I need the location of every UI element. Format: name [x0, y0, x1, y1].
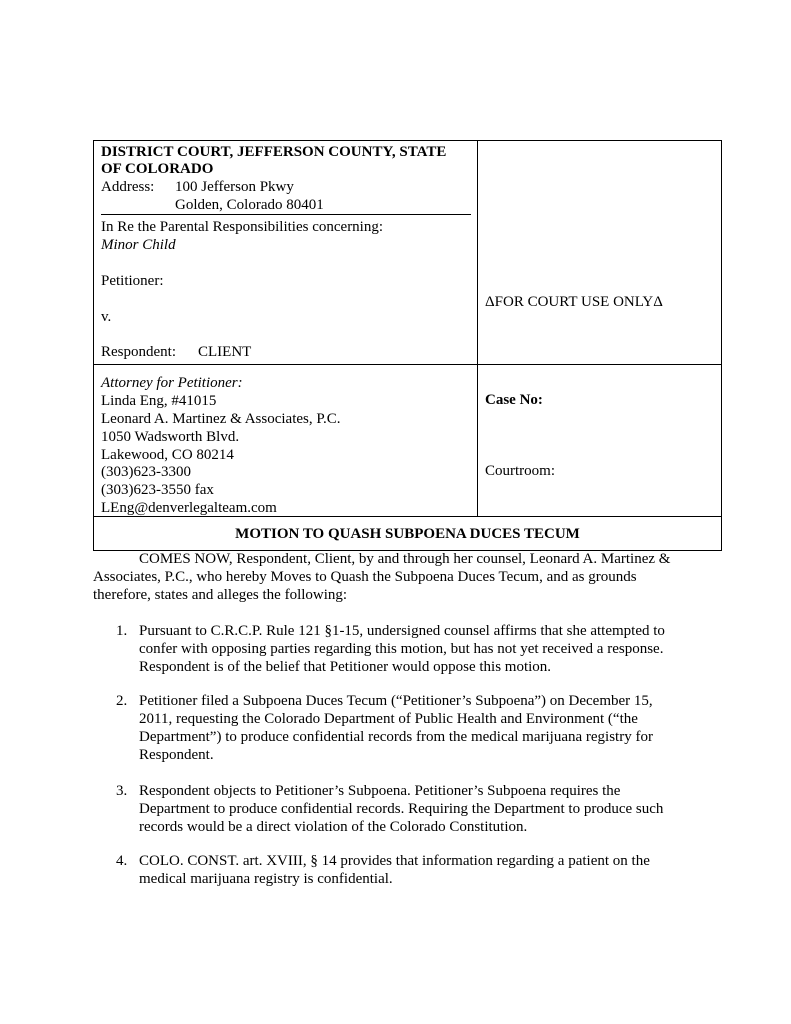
address-label: Address: — [101, 179, 155, 195]
document-title: MOTION TO QUASH SUBPOENA DUCES TECUM — [235, 525, 580, 542]
court-use-cell — [478, 141, 721, 364]
case-no-label: Case No: — [485, 392, 543, 408]
intro-line: therefore, states and alleges the following: — [93, 587, 348, 603]
list-line: Respondent is of the belief that Petitioner would oppose this motion. — [139, 659, 552, 675]
in-re-text: In Re the Parental Responsibilities concerning: — [101, 219, 384, 235]
caption-top-row — [94, 141, 721, 365]
list-line: confer with opposing parties regarding this motion, but has not yet received a response. — [139, 641, 664, 657]
court-name-line2: OF COLORADO — [101, 161, 214, 177]
minor-child: Minor Child — [101, 237, 176, 253]
respondent-label: Respondent: — [101, 344, 176, 360]
caption-table — [93, 140, 722, 551]
numbered-list-item — [93, 782, 705, 836]
intro-line: COMES NOW, Respondent, Client, by and through her counsel, Leonard A. Martinez & — [139, 551, 671, 567]
list-number: 1. — [116, 623, 128, 639]
list-line: records would be a direct violation of the Colorado Constitution. — [139, 819, 528, 835]
courtroom-label: Courtroom: — [485, 463, 555, 479]
address-line1: 100 Jefferson Pkwy — [175, 179, 294, 195]
list-item — [93, 782, 705, 836]
list-line: medical marijuana registry is confidential. — [139, 871, 393, 887]
intro-paragraph — [93, 550, 705, 604]
list-line: Department”) to produce confidential records from the medical marijuana registry for — [139, 729, 653, 745]
attorney-cell — [94, 365, 478, 516]
caption-middle-row — [94, 365, 721, 517]
address-line2: Golden, Colorado 80401 — [175, 197, 324, 213]
case-info-cell — [478, 365, 721, 516]
numbered-list-item — [93, 692, 705, 764]
list-line: 2011, requesting the Colorado Department of Public Health and Environment (“the — [139, 711, 638, 727]
attorney-heading: Attorney for Petitioner: — [101, 375, 243, 391]
list-item — [93, 622, 705, 676]
attorney-street: 1050 Wadsworth Blvd. — [101, 429, 240, 445]
attorney-fax: (303)623-3550 fax — [101, 482, 214, 498]
list-line: Respondent. — [139, 747, 214, 763]
address-divider — [101, 214, 471, 215]
versus: v. — [101, 309, 112, 325]
petitioner-label: Petitioner: — [101, 273, 164, 289]
list-line: Department to produce confidential records. Requiring the Department to produce such — [139, 801, 664, 817]
respondent-name: CLIENT — [198, 344, 252, 360]
list-line: Respondent objects to Petitioner’s Subpoena. Petitioner’s Subpoena requires the — [139, 783, 621, 799]
attorney-phone: (303)623-3300 — [101, 464, 191, 480]
attorney-email: LEng@denverlegalteam.com — [101, 500, 277, 516]
caption-title-row — [94, 517, 721, 550]
list-line: COLO. CONST. art. XVIII, § 14 provides that information regarding a patient on the — [139, 853, 650, 869]
court-name-line1: DISTRICT COURT, JEFFERSON COUNTY, STATE — [101, 144, 447, 160]
attorney-name: Linda Eng, #41015 — [101, 393, 217, 409]
court-use-only: ΔFOR COURT USE ONLYΔ — [485, 294, 663, 310]
numbered-list-item — [93, 852, 705, 888]
attorney-city: Lakewood, CO 80214 — [101, 447, 234, 463]
list-number: 4. — [116, 853, 128, 869]
list-line: Pursuant to C.R.C.P. Rule 121 §1-15, undersigned counsel affirms that she attempted to — [139, 623, 665, 639]
list-item — [93, 692, 705, 764]
list-number: 3. — [116, 783, 128, 799]
list-number: 2. — [116, 693, 128, 709]
list-line: Petitioner filed a Subpoena Duces Tecum (“Petitioner’s Subpoena”) on December 15, — [139, 693, 653, 709]
intro-line: Associates, P.C., who hereby Moves to Quash the Subpoena Duces Tecum, and as grounds — [93, 569, 637, 585]
attorney-firm: Leonard A. Martinez & Associates, P.C. — [101, 411, 341, 427]
list-item — [93, 852, 705, 888]
numbered-list-item — [93, 622, 705, 676]
court-info-cell — [94, 141, 478, 364]
